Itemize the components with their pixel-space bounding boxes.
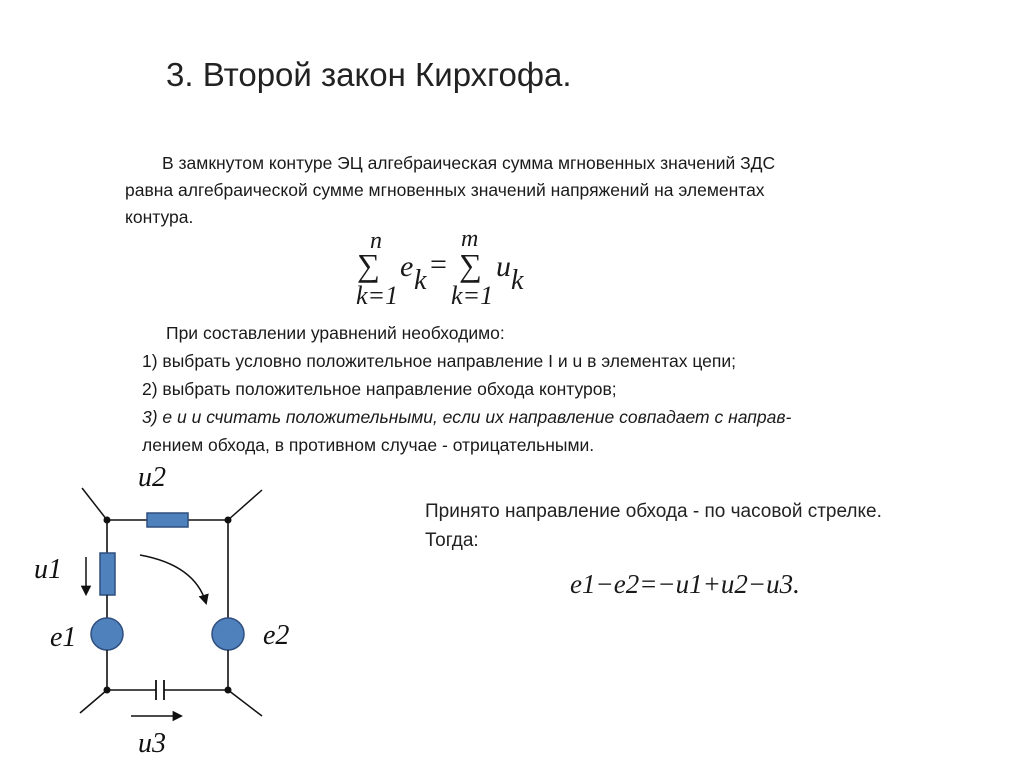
arrow-traversal-clockwise-icon bbox=[140, 555, 206, 603]
note-line-2: Тогда: bbox=[425, 530, 479, 551]
label-u2: u2 bbox=[138, 462, 166, 493]
resistor-u1 bbox=[100, 553, 115, 595]
formula-equals: = bbox=[430, 248, 447, 281]
rules-intro: При составлении уравнений необходимо: bbox=[166, 323, 505, 343]
label-e1: e1 bbox=[50, 622, 77, 653]
rule-item-3-line-1: 3) e и u считать положительными, если их направление совпадает с направ- bbox=[142, 407, 792, 427]
lead-bottom-right bbox=[228, 690, 262, 716]
node-bottom-right bbox=[225, 687, 232, 694]
node-bottom-left bbox=[104, 687, 111, 694]
lead-bottom-left bbox=[80, 690, 107, 713]
formula-right-upper-limit: m bbox=[461, 226, 479, 252]
label-u3: u3 bbox=[138, 728, 166, 759]
formula-left-term: e bbox=[400, 250, 414, 283]
rule-item-2: 2) выбрать положительное направление обхода контуров; bbox=[142, 379, 617, 399]
statement-line-1: В замкнутом контуре ЭЦ алгебраическая сумма мгновенных значений ЗДС bbox=[162, 153, 776, 173]
label-u1: u1 bbox=[34, 554, 62, 585]
formula-left-subscript: k bbox=[414, 265, 427, 296]
lead-top-right bbox=[228, 490, 262, 520]
formula-left-upper-limit: n bbox=[370, 228, 382, 254]
formula-right-subscript: k bbox=[511, 265, 524, 296]
formula-right-sum: ∑ bbox=[459, 247, 482, 283]
formula-left-sum: ∑ bbox=[357, 247, 380, 283]
rule-item-1: 1) выбрать условно положительное направление I и u в элементах цепи; bbox=[142, 351, 737, 371]
rule-item-3-line-2: лением обхода, в противном случае - отрицательными. bbox=[142, 435, 595, 455]
source-e1 bbox=[91, 618, 123, 650]
statement-line-2: равна алгебраической сумме мгновенных значений напряжений на элементах bbox=[125, 180, 765, 200]
lead-top-left bbox=[82, 488, 107, 520]
label-e2: e2 bbox=[263, 620, 290, 651]
source-e2 bbox=[212, 618, 244, 650]
statement-line-3: контура. bbox=[125, 207, 194, 227]
formula-right-lower-limit: k=1 bbox=[451, 281, 494, 310]
page-title: 3. Второй закон Кирхгофа. bbox=[166, 56, 572, 93]
note-line-1: Принято направление обхода - по часовой стрелке. bbox=[425, 501, 882, 522]
node-top-right bbox=[225, 517, 232, 524]
loop-equation: e1−e2=−u1+u2−u3. bbox=[570, 569, 800, 599]
circuit-diagram bbox=[0, 460, 320, 767]
node-top-left bbox=[104, 517, 111, 524]
formula-right-term: u bbox=[496, 250, 511, 283]
resistor-u2 bbox=[147, 513, 188, 527]
formula-left-lower-limit: k=1 bbox=[356, 281, 399, 310]
